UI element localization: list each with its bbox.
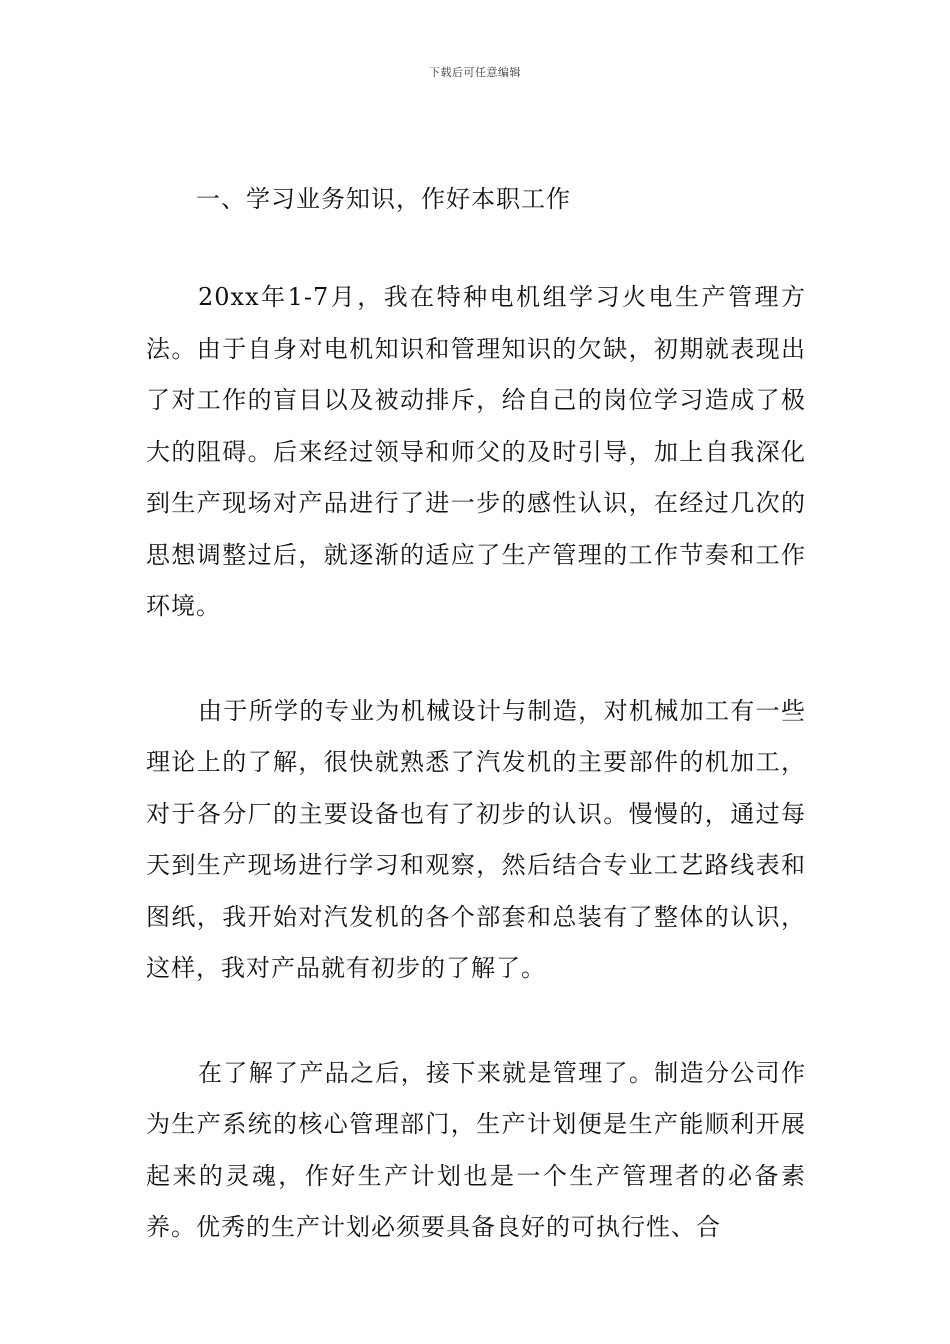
section-heading: 一、学习业务知识，作好本职工作 [196, 185, 571, 213]
paragraph-2: 由于所学的专业为机械设计与制造，对机械加工有一些理论上的了解，很快就熟悉了汽发机的主要部件的机加工，对于各分厂的主要设备也有了初步的认识。慢慢的，通过每天到生产现场进行学习和观察，然后结合专业工艺路线表和图纸，我开始对汽发机的各个部套和总装有了整体的认识，这样，我对产品就有初步的了解了。 [146, 696, 806, 982]
paragraph-3: 在了解了产品之后，接下来就是管理了。制造分公司作为生产系统的核心管理部门，生产计划便是生产能顺利开展起来的灵魂，作好生产计划也是一个生产管理者的必备素养。优秀的生产计划必须要具备良好的可执行性、合 [146, 1058, 806, 1241]
header-note: 下载后可任意编辑 [429, 66, 521, 79]
spacer [146, 995, 806, 1048]
spacer [146, 633, 806, 686]
paragraph-1: 20xx年1-7月，我在特种电机组学习火电生产管理方法。由于自身对电机知识和管理知识的欠缺，初期就表现出了对工作的盲目以及被动排斥，给自己的岗位学习造成了极大的阻碍。后来经过领导和师父的及时引导，加上自我深化到生产现场对产品进行了进一步的感性认识，在经过几次的思想调整过后，就逐渐的适应了生产管理的工作节奏和工作环境。 [146, 283, 806, 620]
spacer [146, 220, 806, 272]
document-body [146, 178, 806, 1254]
